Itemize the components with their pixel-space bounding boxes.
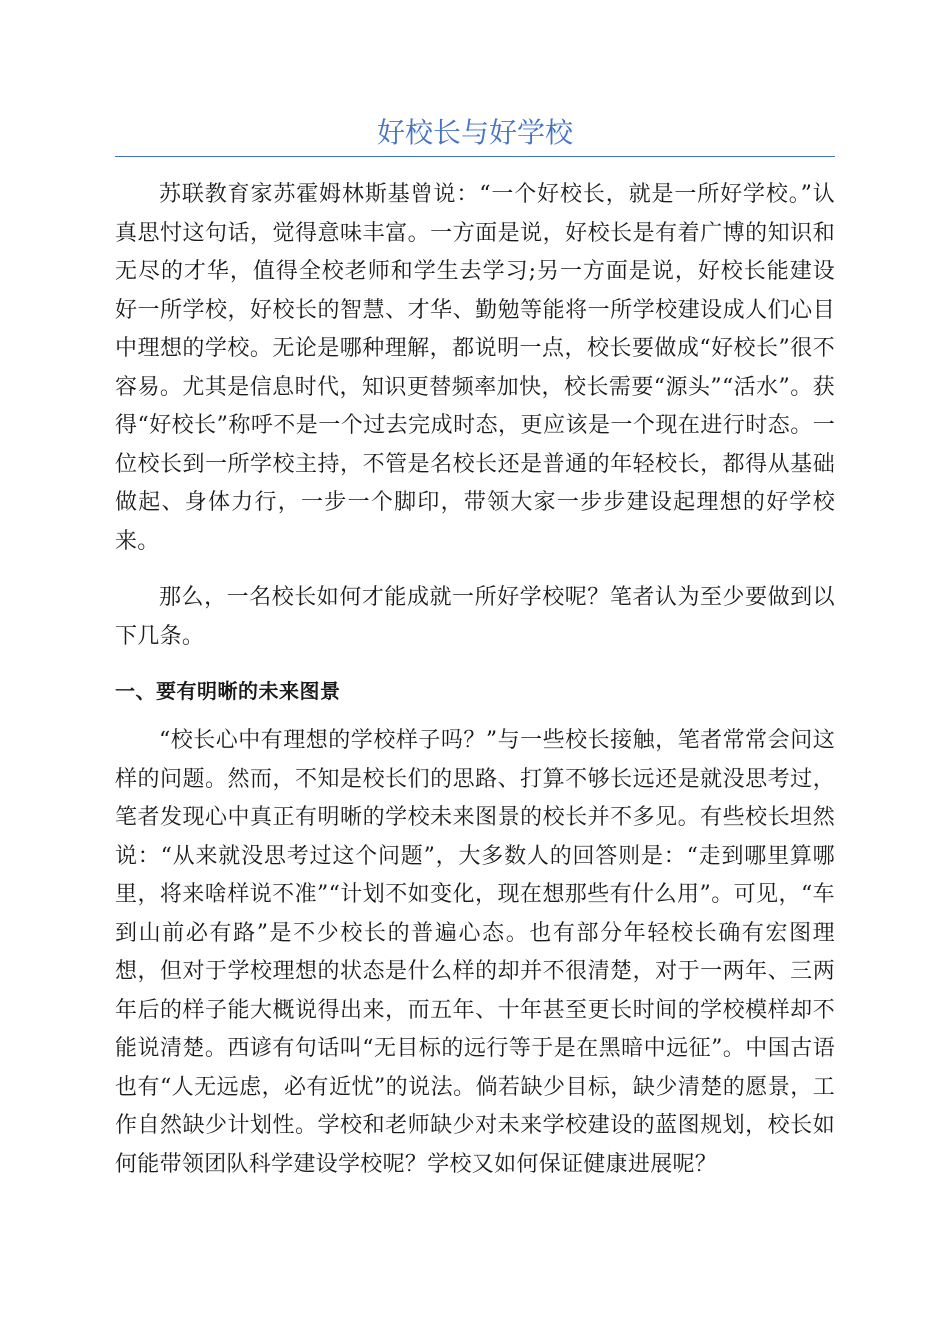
paragraph-section-1: “校长心中有理想的学校样子吗？”与一些校长接触，笔者常常会问这样的问题。然而，不知是校长们的思路、打算不够长远还是就没思考过，笔者发现心中真正有明晰的学校未来图景的校长并不多见。有些校长坦然说：“从来就没思考过这个问题”，大多数人的回答则是：“走到哪里算哪里，将来啥样说不准”“计划不如变化，现在想那些有什么用”。可见，“车到山前必有路”是不少校长的普遍心态。也有部分年轻校长确有宏图理想，但对于学校理想的状态是什么样的却并不很清楚，对于一两年、三两年后的样子能大概说得出来，而五年、十年甚至更长时间的学校模样却不能说清楚。西谚有句话叫“无目标的远行等于是在黑暗中远征”。中国古语也有“人无远虑，必有近忧”的说法。倘若缺少目标，缺少清楚的愿景，工作自然缺少计划性。学校和老师缺少对未来学校建设的蓝图规划，校长如何能带领团队科学建设学校呢？学校又如何保证健康进展呢？: [115, 728, 835, 1177]
title-block: [115, 112, 835, 157]
paragraph-intro: 苏联教育家苏霍姆林斯基曾说：“一个好校长，就是一所好学校。”认真思忖这句话，觉得意味丰富。一方面是说，好校长是有着广博的知识和无尽的才华，值得全校老师和学生去学习;另一方面是说，好校长能建设好一所学校，好校长的智慧、才华、勤勉等能将一所学校建设成人们心目中理想的学校。无论是哪种理解，都说明一点，校长要做成“好校长”很不容易。尤其是信息时代，知识更替频率加快，校长需要“源头”“活水”。获得“好校长”称呼不是一个过去完成时态，更应该是一个现在进行时态。一位校长到一所学校主持，不管是名校长还是普通的年轻校长，都得从基础做起、身体力行，一步一个脚印，带领大家一步步建设起理想的好学校来。: [115, 182, 835, 554]
document-body: [115, 176, 835, 1184]
paragraph-question: 那么，一名校长如何才能成就一所好学校呢？笔者认为至少要做到以下几条。: [115, 585, 835, 649]
document-title: 好校长与好学校: [376, 116, 573, 149]
section-heading: 一、要有明晰的未来图景: [115, 679, 341, 703]
